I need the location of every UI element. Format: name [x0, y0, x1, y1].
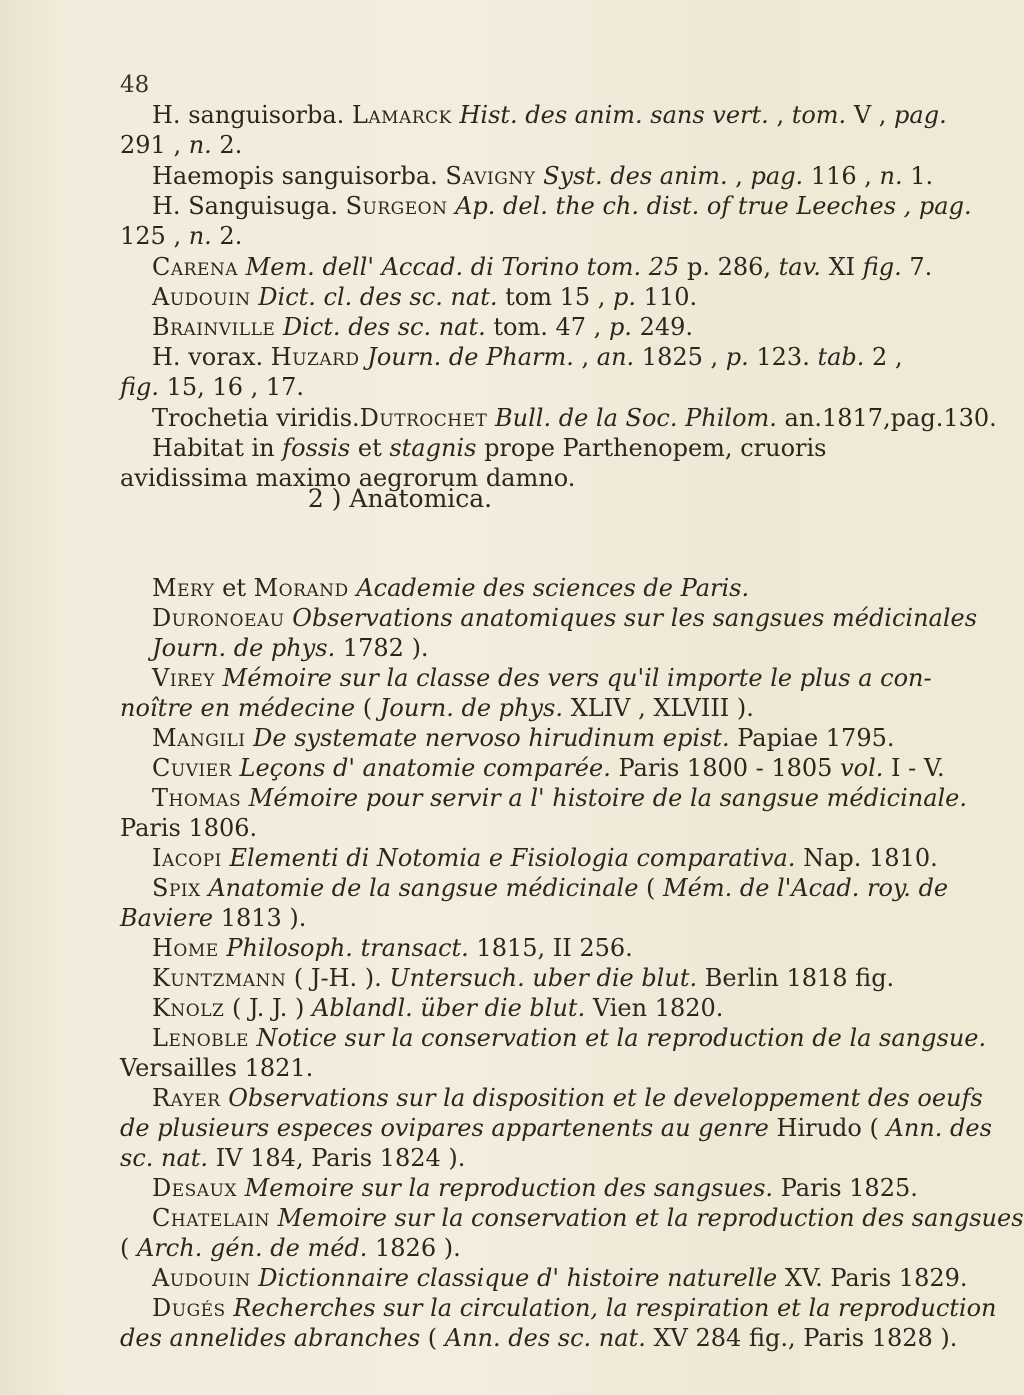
text-segment: ,	[768, 101, 792, 129]
text-line	[152, 993, 723, 1023]
text-segment: Memoire sur la conservation et la reproduction des sangsues	[269, 1204, 1024, 1232]
text-segment: 2.	[211, 222, 243, 250]
author-name: Iacopi	[152, 844, 222, 872]
author-name: Morand	[253, 574, 349, 602]
text-line	[120, 372, 304, 402]
text-line	[152, 403, 997, 433]
text-segment: (	[638, 874, 664, 902]
text-segment: Ap. del. the ch. dist. of	[447, 192, 731, 220]
author-name: Carena	[152, 253, 239, 281]
author-name: Lamarck	[351, 101, 452, 129]
text-segment: stagnis	[389, 434, 477, 462]
text-segment: Memoire sur la reproduction des sangsues.	[237, 1174, 774, 1202]
text-line	[152, 1173, 918, 1203]
text-segment: Mém. de l'Acad. roy. de	[663, 874, 949, 902]
text-segment: Nap. 1810.	[795, 844, 938, 872]
text-segment: Berlin 1818 fig.	[697, 964, 895, 992]
text-segment: 1825 ,	[634, 343, 726, 371]
text-segment: Journ. de phys.	[152, 634, 336, 662]
text-segment: 1826 ).	[367, 1234, 461, 1262]
text-line	[152, 252, 932, 282]
text-line	[152, 433, 826, 463]
author-name: Knolz	[152, 994, 225, 1022]
text-line	[152, 100, 947, 130]
author-name: Spix	[152, 874, 201, 902]
text-segment: Ablandl. über die blut.	[312, 994, 586, 1022]
text-segment: p.	[613, 283, 637, 311]
text-segment: p. 286,	[686, 253, 779, 281]
text-line	[152, 723, 895, 753]
text-segment: 110.	[636, 283, 698, 311]
text-segment: Ann. des sc. nat.	[444, 1324, 646, 1352]
text-line	[152, 753, 945, 783]
text-line	[152, 603, 977, 633]
text-segment: 1.	[902, 162, 934, 190]
text-segment: Syst. des anim.	[535, 162, 728, 190]
text-segment: Arch. gén. de méd.	[137, 1234, 368, 1262]
text-segment: 2 ,	[864, 343, 903, 371]
text-line	[152, 1263, 968, 1293]
text-line	[152, 1203, 1024, 1233]
text-line	[120, 813, 257, 843]
text-segment: prope Parthenopem, cruoris	[476, 434, 827, 462]
author-name: Thomas	[152, 784, 242, 812]
author-name: Kuntzmann	[152, 964, 287, 992]
text-segment: Anatomie de la sangsue médicinale	[200, 874, 639, 902]
text-segment: n.	[188, 131, 212, 159]
text-line	[120, 463, 575, 493]
text-segment: pag.	[750, 162, 804, 190]
text-line	[120, 1233, 461, 1263]
text-segment: Elementi di Notomia e Fisiologia comparativa.	[221, 844, 796, 872]
text-segment: Untersuch. uber die blut.	[389, 964, 698, 992]
text-segment: pag.	[894, 101, 947, 129]
text-line	[152, 191, 972, 221]
text-segment: fossis	[282, 434, 351, 462]
text-line	[152, 783, 967, 813]
text-segment: XV 284 fig., Paris 1828 ).	[645, 1324, 958, 1352]
text-line	[152, 1023, 986, 1053]
author-name: Duronoeau	[152, 604, 285, 632]
text-line	[120, 1143, 465, 1173]
text-line	[152, 633, 429, 663]
text-segment: sc. nat.	[120, 1144, 209, 1172]
text-segment: et	[214, 574, 254, 602]
text-segment: tom 15 ,	[497, 283, 614, 311]
text-segment: XLIV , XLVIII ).	[562, 694, 754, 722]
text-segment: Haemopis sanguisorba.	[152, 162, 446, 190]
text-segment: tab.	[817, 343, 865, 371]
text-segment: ,	[573, 343, 597, 371]
text-segment: Versailles 1821.	[120, 1054, 314, 1082]
author-name: Surgeon	[345, 192, 448, 220]
text-segment: Hirudo (	[768, 1114, 887, 1142]
text-line	[120, 130, 242, 160]
author-name: Home	[152, 934, 219, 962]
text-segment: pag.	[918, 192, 972, 220]
text-segment: (	[355, 694, 380, 722]
text-segment: Ann. des	[886, 1114, 992, 1142]
text-segment: XI	[820, 253, 863, 281]
text-segment: 123.	[748, 343, 818, 371]
text-line	[120, 221, 242, 251]
text-segment: n.	[879, 162, 903, 190]
text-segment: Philosoph. transact.	[218, 934, 469, 962]
text-segment: de plusieurs especes ovipares appartenents au genre	[120, 1114, 769, 1142]
text-line	[120, 1053, 313, 1083]
text-segment: 125 ,	[120, 222, 189, 250]
author-name: Mery	[152, 574, 215, 602]
text-line	[152, 573, 749, 603]
text-segment: 1815, II 256.	[468, 934, 633, 962]
author-name: Cuvier	[152, 754, 232, 782]
text-segment: fig.	[120, 373, 159, 401]
author-name: Savigny	[445, 162, 536, 190]
text-segment: 291 ,	[120, 131, 189, 159]
text-segment: Trochetia viridis.	[152, 404, 360, 432]
text-segment: Leçons d' anatomie comparée.	[231, 754, 611, 782]
text-line	[120, 903, 306, 933]
text-segment: Dict. cl. des sc. nat.	[250, 283, 498, 311]
text-segment: De systemate nervoso hirudinum epist.	[245, 724, 730, 752]
text-segment: tom.	[791, 101, 847, 129]
author-name: Audouin	[152, 1264, 251, 1292]
text-line	[152, 873, 948, 903]
text-line	[120, 1323, 957, 1353]
author-name: Audouin	[152, 283, 251, 311]
text-segment: Bull. de la Soc. Philom.	[487, 404, 777, 432]
text-segment: tom. 25	[579, 253, 687, 281]
author-name: Dutrochet	[359, 404, 488, 432]
text-line	[152, 663, 932, 693]
text-segment: Journ. de phys.	[379, 694, 563, 722]
text-segment: V ,	[846, 101, 895, 129]
author-name: Rayer	[152, 1084, 221, 1112]
text-segment: et	[350, 434, 390, 462]
text-segment: Paris 1806.	[120, 814, 258, 842]
text-segment: Baviere	[120, 904, 214, 932]
text-segment: Journ. de Pharm.	[359, 343, 574, 371]
text-line	[152, 282, 697, 312]
text-line	[152, 963, 894, 993]
text-line	[120, 1113, 992, 1143]
text-segment: H. vorax.	[152, 343, 271, 371]
text-segment: Observations anatomiques sur les sangsues médicinales	[284, 604, 978, 632]
text-segment: 2.	[211, 131, 243, 159]
text-segment: Academie des sciences de Paris.	[348, 574, 750, 602]
text-segment: Mémoire sur la classe des vers qu'il importe le plus a con-	[214, 664, 932, 692]
text-segment: Dictionnaire classique d' histoire naturelle	[250, 1264, 778, 1292]
text-segment: ,	[727, 162, 751, 190]
author-name: Brainville	[152, 313, 276, 341]
text-segment: vol.	[840, 754, 884, 782]
text-line	[120, 693, 754, 723]
text-line	[152, 843, 938, 873]
text-segment: (	[420, 1324, 445, 1352]
author-name: Mangili	[152, 724, 246, 752]
text-segment: H. sanguisorba.	[152, 101, 352, 129]
author-name: Chatelain	[152, 1204, 270, 1232]
text-segment: tav.	[778, 253, 821, 281]
text-segment: 1782 ).	[335, 634, 429, 662]
text-segment: Hist. des anim. sans vert.	[451, 101, 769, 129]
text-segment: Mémoire pour servir a l' histoire de la sangsue médicinale.	[241, 784, 968, 812]
text-segment: Mem. dell' Accad. di Torino	[238, 253, 580, 281]
text-segment: (	[120, 1234, 137, 1262]
text-segment: H. Sanguisuga.	[152, 192, 346, 220]
text-segment: IV 184, Paris 1824 ).	[208, 1144, 466, 1172]
text-segment: 249.	[631, 313, 694, 341]
text-segment: Notice sur la conservation et la reproduction de la sangsue.	[248, 1024, 987, 1052]
author-name: Dugés	[152, 1294, 226, 1322]
text-segment: Habitat in	[152, 434, 283, 462]
page-number: 48	[120, 72, 150, 98]
text-segment: Dict. des sc. nat.	[275, 313, 486, 341]
text-segment: I - V.	[883, 754, 945, 782]
text-segment: n.	[188, 222, 212, 250]
text-line	[152, 312, 693, 342]
text-segment: ( J. J. )	[224, 994, 312, 1022]
author-name: Huzard	[270, 343, 360, 371]
text-segment: Paris 1825.	[773, 1174, 918, 1202]
text-segment: tom. 47 ,	[485, 313, 609, 341]
text-segment: Vien 1820.	[585, 994, 724, 1022]
text-segment: XV. Paris 1829.	[777, 1264, 968, 1292]
text-segment: avidissima maximo aegrorum damno.	[120, 464, 576, 492]
text-segment: p.	[608, 313, 632, 341]
text-line	[152, 933, 633, 963]
text-segment: des annelides abranches	[120, 1324, 421, 1352]
text-segment: an.	[596, 343, 635, 371]
text-segment: Paris 1800 - 1805	[610, 754, 841, 782]
text-segment: 7.	[901, 253, 933, 281]
text-segment: true Leeches ,	[730, 192, 919, 220]
text-segment: fig.	[862, 253, 902, 281]
text-line	[152, 342, 903, 372]
text-line	[152, 161, 933, 191]
author-name: Desaux	[152, 1174, 238, 1202]
text-segment: p.	[725, 343, 749, 371]
text-segment: 15, 16 , 17.	[159, 373, 305, 401]
text-segment: ( J-H. ).	[286, 964, 390, 992]
text-segment: noître en médecine	[120, 694, 356, 722]
author-name: Virey	[152, 664, 215, 692]
text-segment: an.1817,pag.130.	[776, 404, 997, 432]
text-segment: 1813 ).	[213, 904, 307, 932]
text-segment: Observations sur la disposition et le developpement des oeufs	[220, 1084, 983, 1112]
text-segment: Recherches sur la circulation, la respiration et la reproduction	[225, 1294, 997, 1322]
text-line	[152, 1293, 997, 1323]
author-name: Lenoble	[152, 1024, 249, 1052]
text-line	[152, 1083, 983, 1113]
text-segment: 116 ,	[803, 162, 880, 190]
text-segment: Papiae 1795.	[729, 724, 895, 752]
section-heading: 2 ) Anatomica.	[307, 484, 493, 513]
